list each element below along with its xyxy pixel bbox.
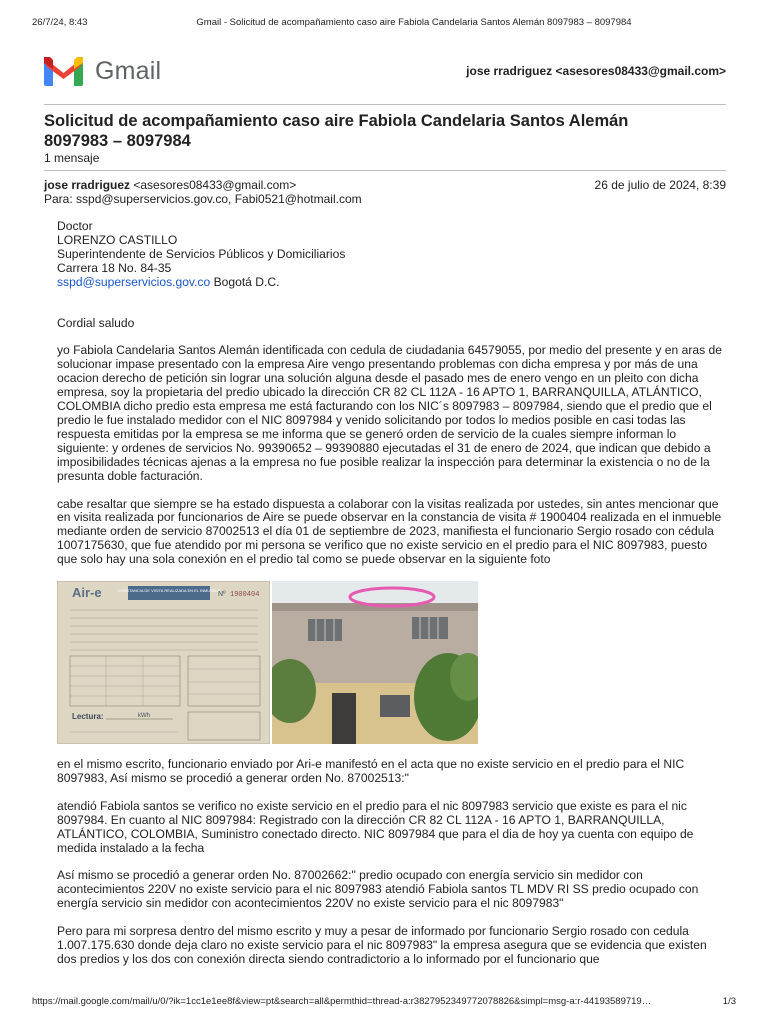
paragraph: en el mismo escrito, funcionario enviado por Ari-e manifestó en el acta que no existe servicio en el predio para el NIC 8097983, Así mismo se procedió a generar orden No. 87002513:" bbox=[57, 757, 685, 785]
print-date: 26/7/24, 8:43 bbox=[32, 17, 88, 28]
address-line: Doctor bbox=[57, 219, 93, 233]
address-city: Bogotá D.C. bbox=[210, 274, 280, 289]
page-number: 1/3 bbox=[722, 996, 736, 1007]
subject-line-2: 8097983 – 8097984 bbox=[44, 132, 191, 150]
address-line: Carrera 18 No. 84-35 bbox=[57, 260, 172, 275]
message-date: 26 de julio de 2024, 8:39 bbox=[594, 178, 726, 192]
address-line bbox=[57, 276, 727, 290]
greeting: Cordial saludo bbox=[57, 315, 135, 330]
sender-email: <asesores08433@gmail.com> bbox=[130, 178, 297, 192]
email-link[interactable]: sspd@superservicios.gov.co bbox=[57, 274, 211, 289]
message-divider bbox=[44, 170, 726, 171]
paragraph: Pero para mi sorpresa dentro del mismo escrito y muy a pesar de informado por funcionario Sergio rosado con cedula 1.007.175.630 donde deja claro no existe servicio para el nic 8097983" la empresa asegura que se evidencia que existen dos predios y los dos con conexión directa siendo contradictorio a lo informado por el funcionario que bbox=[57, 924, 707, 966]
house-photo[interactable] bbox=[272, 581, 478, 744]
gmail-m-icon bbox=[44, 57, 83, 86]
gmail-logo[interactable] bbox=[44, 54, 161, 88]
attached-photos bbox=[57, 581, 727, 744]
form-unit: kWh bbox=[138, 713, 150, 720]
paragraph: yo Fabiola Candelaria Santos Alemán identificada con cedula de ciudadania 64579055, por medio del presente y en aras de solucionar impase presentado con la empresa Aire vengo presentando problemas con dicha empresa y por más de una ocacion derecho de petición sin lograr una solución alguna desde el pasado mes de enero vengo en un pleito con dicha empresa, soy la propietaria del predio ubicado la dirección CR 82 CL 112A - 16 APTO 1, BARRANQUILLA, ATLÁNTICO, COLOMBIA dicho predio esta empresa me está facturando con los NIC´s 8097983 – 8097984, siendo que el predio que el predio le fue instalado medidor con el NIC 8097984 y venido solicitando por todos lo medios posible en casi todas las respuesta emitidas por la empresa se me informa que se generó orden de servicio de la cuales siempre informan lo siguiente: y ordenes de servicios No. 99390652 – 99390880 ejecutadas el 31 de enero de 2024, que indican que debido a imposibilidades técnicas ajenas a la empresa no fue posible realizar la inspección para determinar la existencia o no de la presunta doble facturación. bbox=[57, 343, 722, 483]
message-count: 1 mensaje bbox=[44, 151, 100, 165]
paragraph: cabe resaltar que siempre se ha estado dispuesta a colaborar con la visitas realizada por ustedes, sin antes mencionar que en visita realizada por funcionarios de Aire se puede observar en la constancia de visita # 1900404 realizada en el inmueble mediante orden de servicio 87002513 el día 01 de septiembre de 2023, manifiesta el funcionario Sergio rosado con cédula 1007175630, que fue atendido por mi persona se verifico que no existe servicio en el predio para el NIC 8097983, puesto que solo hay una sola conexión en el predio tal como se puede observar en la siguiente foto bbox=[57, 496, 722, 567]
paragraph: Así mismo se procedió a generar orden No. 87002662:" predio ocupado con energía servicio sin medidor con acontecimientos 220V no existe servicio para el nic 8097983 atendió Fabiola santos TL MDV RI SS predio ocupado con energía servicio sin medidor con acontecimientos 220V no existe servicio para el nic 8097983" bbox=[57, 868, 699, 911]
subject-line-1: Solicitud de acompañamiento caso aire Fabiola Candelaria Santos Alemán bbox=[44, 112, 629, 130]
print-title: Gmail - Solicitud de acompañamiento caso aire Fabiola Candelaria Santos Alemán 8097983 – 8097984 bbox=[196, 17, 632, 28]
recipient-address bbox=[57, 220, 727, 290]
sender-line bbox=[44, 178, 296, 192]
form-number: 1900404 bbox=[230, 591, 260, 600]
gmail-header bbox=[44, 52, 726, 92]
sender-name: jose rradriguez bbox=[44, 178, 131, 192]
account-label: jose rradriguez <asesores08433@gmail.com> bbox=[466, 64, 726, 78]
form-reading-label: Lectura: bbox=[72, 712, 104, 722]
house-image bbox=[272, 581, 478, 744]
message-body bbox=[57, 220, 727, 981]
form-heading: CONSTANCIA DE VISITA REALIZADA EN EL INMUEBLE bbox=[117, 588, 221, 594]
gmail-logo-text: Gmail bbox=[95, 56, 162, 85]
visit-form-image bbox=[58, 582, 270, 744]
page-url: https://mail.google.com/mail/u/0/?ik=1cc1e1ee8f&view=pt&search=all&permthid=thread-a:r3827952349772078826&simpl=msg-a:r-44193589719… bbox=[32, 996, 652, 1007]
svg-text:Nº: Nº bbox=[218, 591, 226, 599]
address-line: Superintendente de Servicios Públicos y Domiciliarios bbox=[57, 246, 346, 261]
address-line: LORENZO CASTILLO bbox=[57, 232, 178, 247]
paragraph: atendió Fabiola santos se verifico no existe servicio en el predio para el nic 8097983 servicio que existe es para el nic 8097984. En cuanto al NIC 8097984: Registrado con la dirección CR 82 CL 112A - 16 APTO 1, BARRANQUILLA, ATLÁNTICO, COLOMBIA, Suministro conectado directo. NIC 8097984 que para el dia de hoy ya cuenta con equipo de medida instalado a la fecha bbox=[57, 798, 694, 855]
recipients-line: Para: sspd@superservicios.gov.co, Fabi0521@hotmail.com bbox=[44, 192, 362, 206]
header-divider bbox=[44, 104, 726, 105]
print-header bbox=[32, 17, 736, 31]
thread-subject bbox=[44, 111, 704, 151]
visit-record-photo[interactable] bbox=[57, 581, 270, 744]
form-brand: Air-e bbox=[72, 585, 102, 601]
